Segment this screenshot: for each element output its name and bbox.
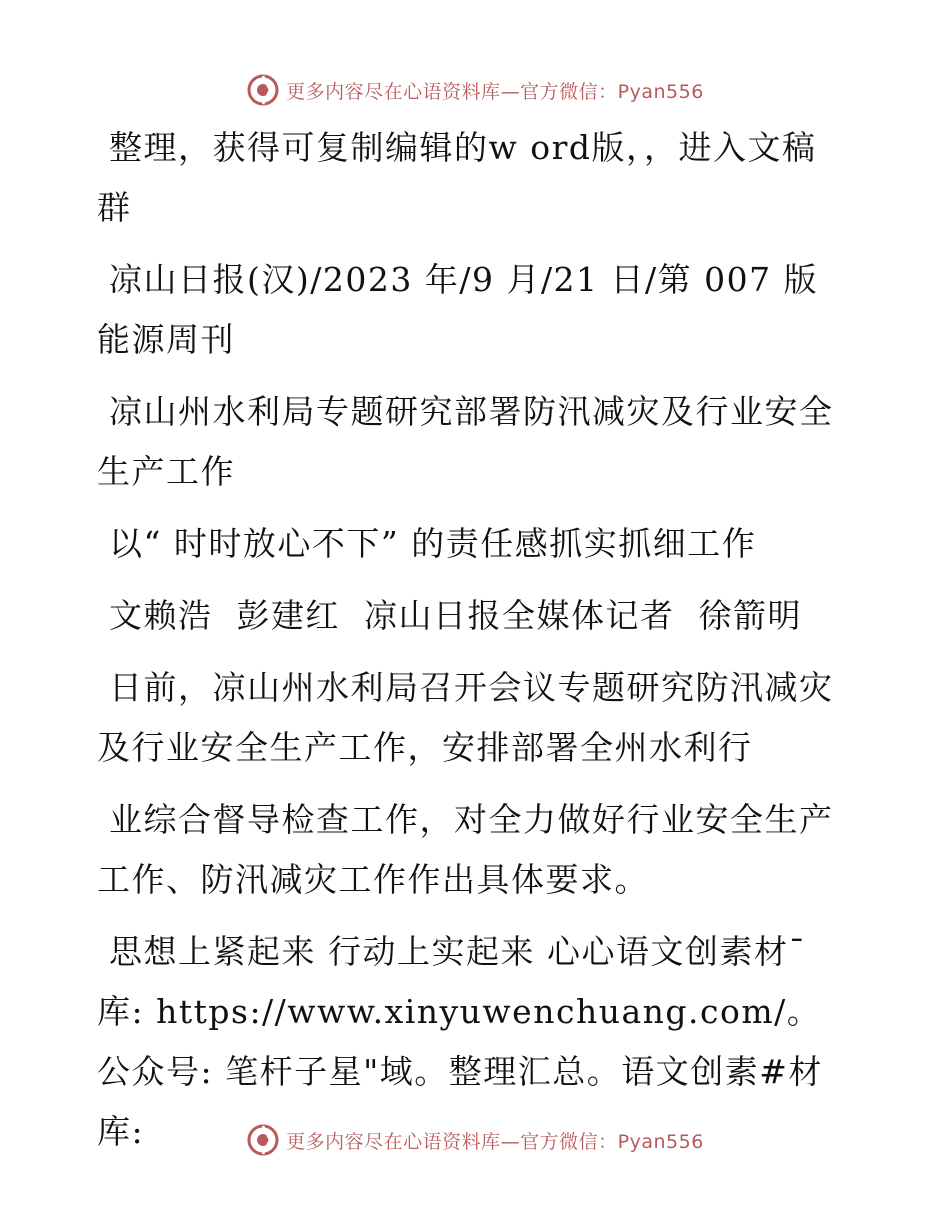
- logo-icon: [246, 73, 280, 107]
- footer-banner: [0, 1120, 950, 1160]
- paragraph: 业综合督导检查工作，对全力做好行业安全生产工作、防汛减灾工作作出具体要求。: [97, 800, 834, 899]
- banner-text: 更多内容尽在心语资料库—官方微信：Pyan556: [286, 1130, 704, 1153]
- paragraph: 整理，获得可复制编辑的w ord版，，进入文稿群: [97, 128, 817, 227]
- paragraph: 凉山州水利局专题研究部署防汛减灾及行业安全生产工作: [97, 392, 834, 491]
- paragraph: 文赖浩 彭建红 凉山日报全媒体记者 徐箭明: [109, 596, 802, 635]
- banner-text: 更多内容尽在心语资料库—官方微信：Pyan556: [286, 80, 704, 103]
- document-body: [97, 118, 842, 1174]
- paragraph: 凉山日报(汉)/2023 年/9 月/21 日/第 007 版能源周刊: [97, 260, 819, 359]
- header-banner: [0, 70, 950, 110]
- paragraph: 思想上紧起来 行动上实起来 心心语文创素材¯库: https://www.xinyuwenchuang.com/。公众号: 笔杆子星"域。整理汇总。语文创素#材库:: [97, 932, 823, 1151]
- paragraph: 日前，凉山州水利局召开会议专题研究防汛减灾及行业安全生产工作，安排部署全州水利行: [97, 668, 834, 767]
- paragraph: 以“ 时时放心不下” 的责任感抓实抓细工作: [109, 524, 757, 563]
- logo-icon: [246, 1123, 280, 1157]
